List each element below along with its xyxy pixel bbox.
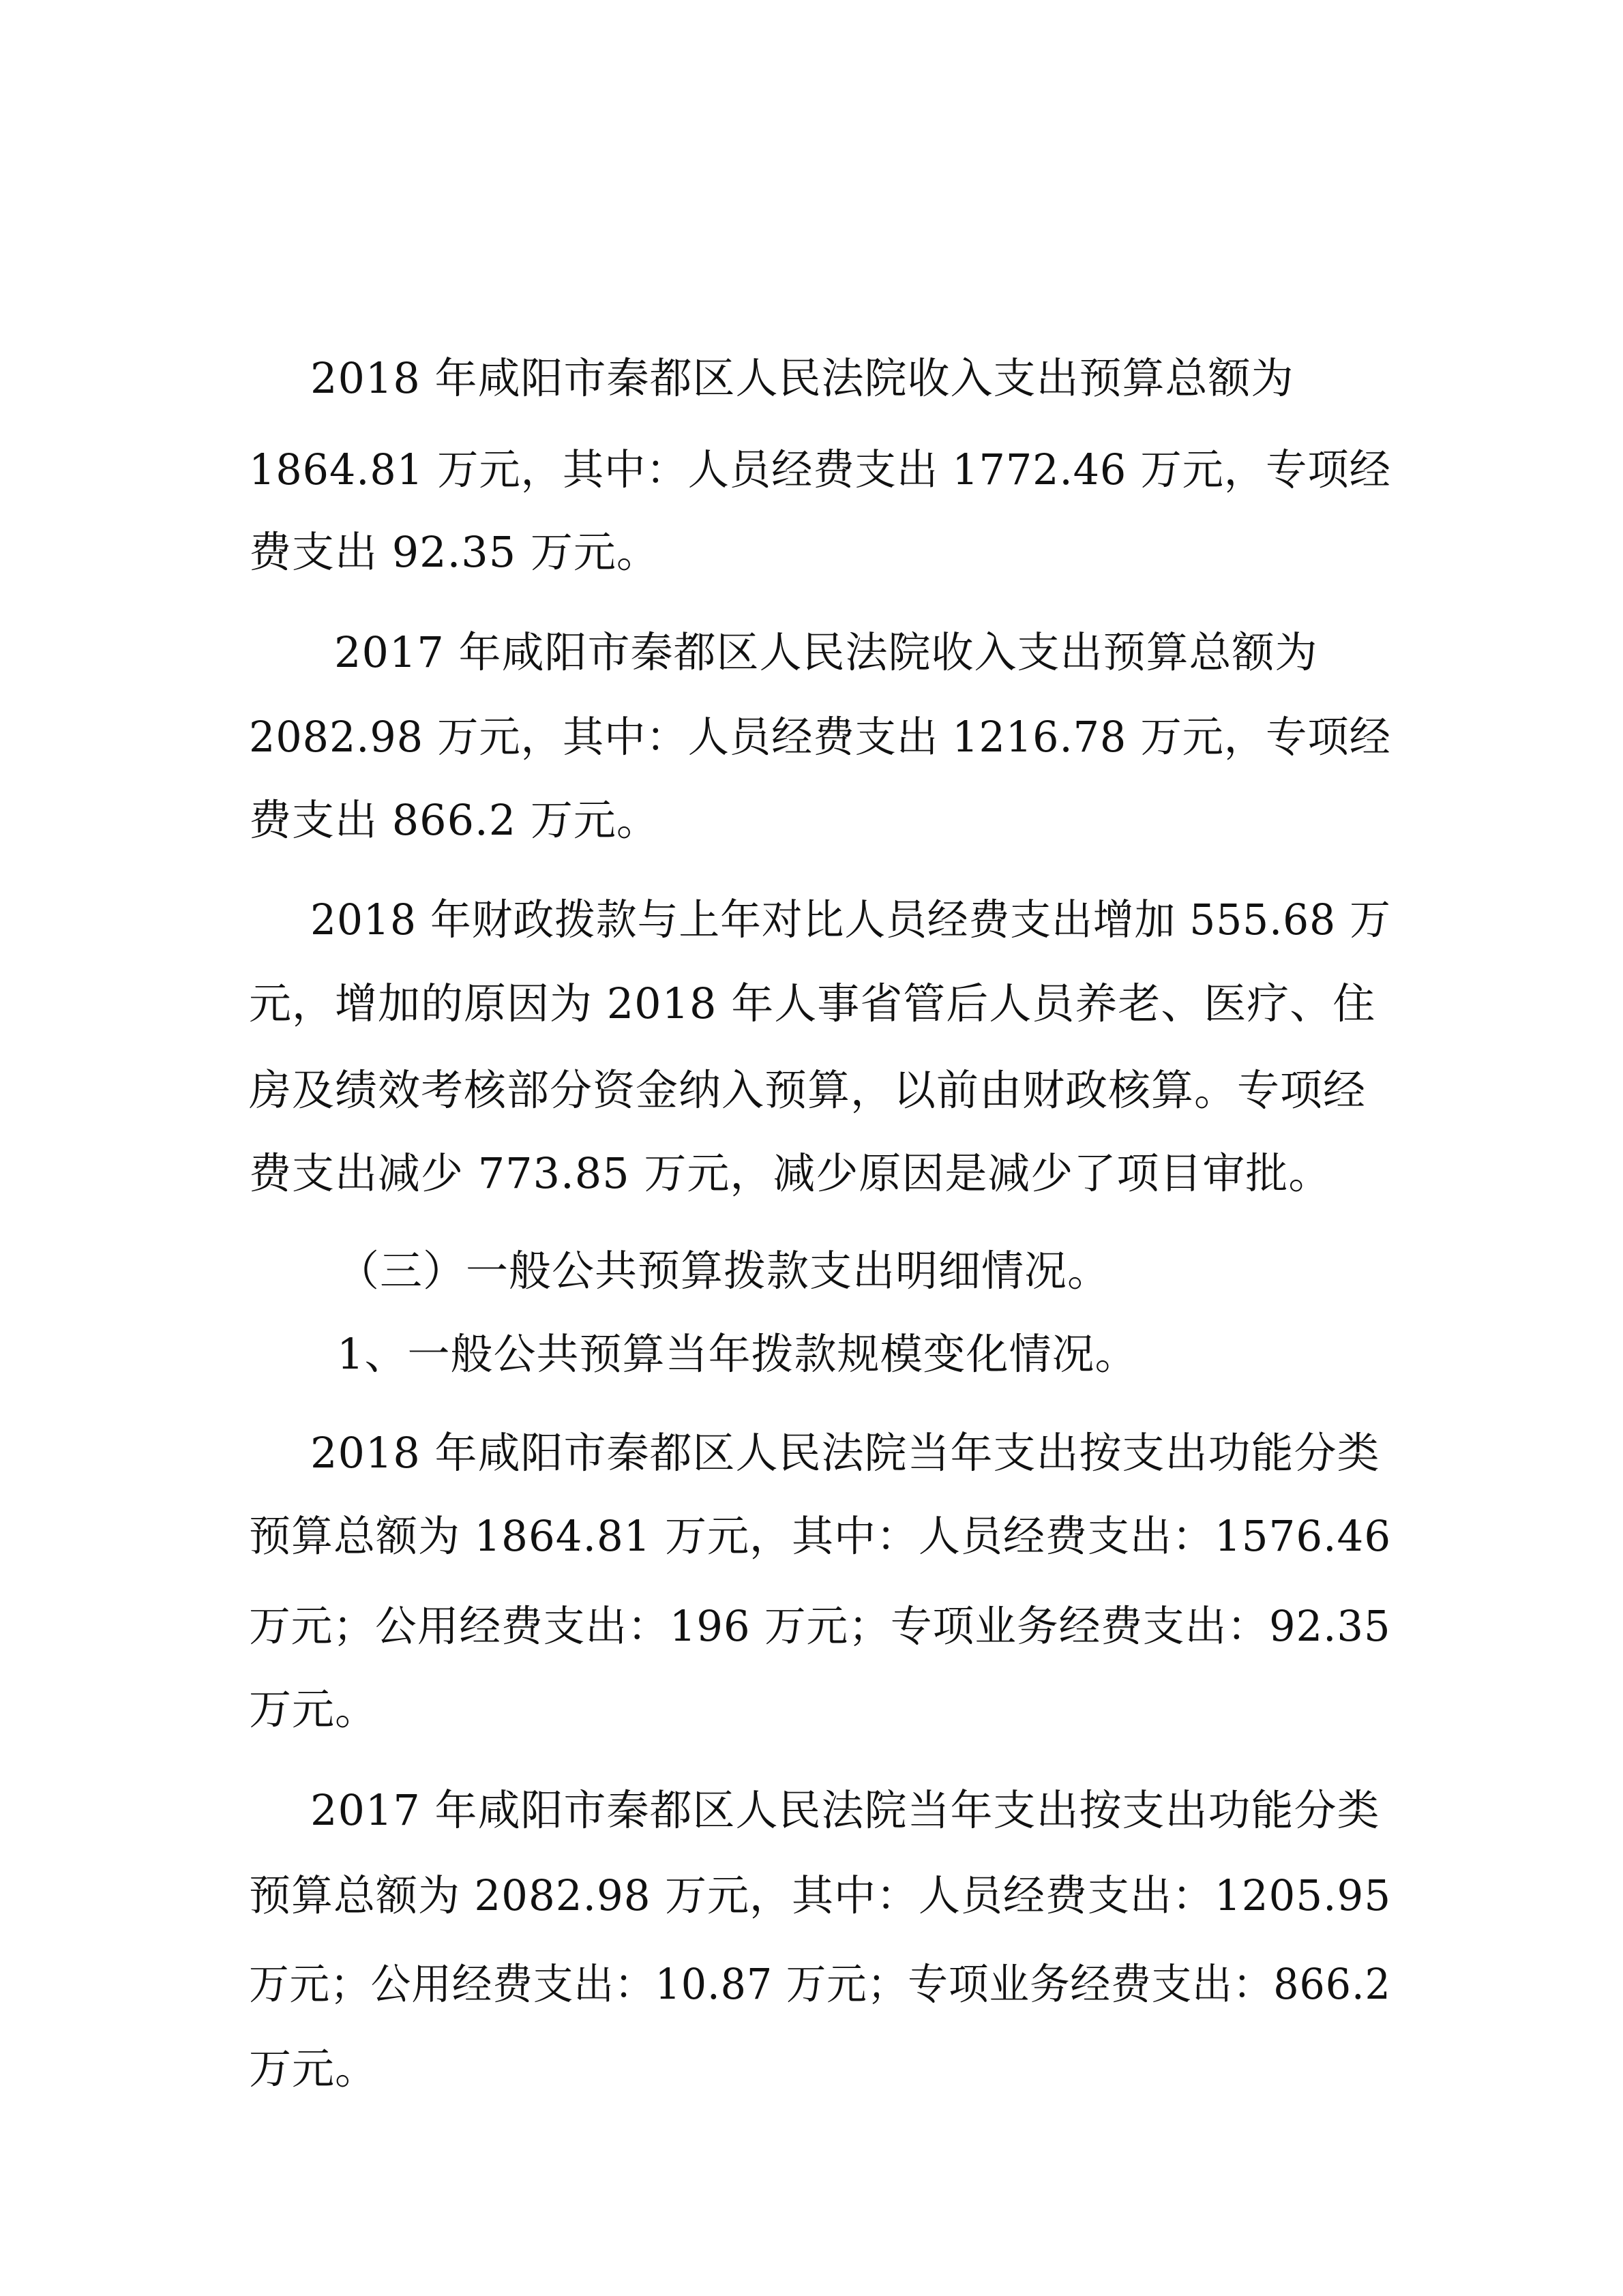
paragraph-1-line-2: 1864.81 万元，其中：人员经费支出 1772.46 万元，专项经 (249, 445, 1391, 494)
paragraph-4-line-1: 2018 年咸阳市秦都区人民法院当年支出按支出功能分类 (310, 1428, 1380, 1478)
paragraph-5-line-1: 2017 年咸阳市秦都区人民法院当年支出按支出功能分类 (310, 1785, 1380, 1835)
paragraph-3-line-4: 费支出减少 773.85 万元，减少原因是减少了项目审批。 (249, 1148, 1332, 1198)
paragraph-4-line-2: 预算总额为 1864.81 万元，其中：人员经费支出：1576.46 (249, 1511, 1392, 1561)
paragraph-5-line-3: 万元；公用经费支出：10.87 万元；专项业务经费支出：866.2 (249, 1959, 1391, 2009)
paragraph-1-line-1: 2018 年咸阳市秦都区人民法院收入支出预算总额为 (310, 353, 1294, 403)
section-heading: （三）一般公共预算拨款支出明细情况。 (337, 1246, 1111, 1296)
paragraph-5-line-4: 万元。 (249, 2044, 378, 2093)
paragraph-2-line-2: 2082.98 万元，其中：人员经费支出 1216.78 万元，专项经 (249, 712, 1391, 762)
paragraph-4-line-4: 万元。 (249, 1684, 378, 1734)
paragraph-2-line-1: 2017 年咸阳市秦都区人民法院收入支出预算总额为 (334, 627, 1318, 677)
paragraph-2-line-3: 费支出 866.2 万元。 (249, 795, 659, 845)
paragraph-3-line-1: 2018 年财政拨款与上年对比人员经费支出增加 555.68 万 (310, 895, 1391, 944)
paragraph-4-line-3: 万元；公用经费支出：196 万元；专项业务经费支出：92.35 (249, 1601, 1391, 1651)
paragraph-3-line-2: 元，增加的原因为 2018 年人事省管后人员养老、医疗、住 (249, 979, 1376, 1028)
paragraph-3-line-3: 房及绩效考核部分资金纳入预算，以前由财政核算。专项经 (249, 1065, 1367, 1115)
paragraph-1-line-3: 费支出 92.35 万元。 (249, 527, 659, 577)
subsection-heading: 1、一般公共预算当年拨款规模变化情况。 (337, 1329, 1138, 1379)
paragraph-5-line-2: 预算总额为 2082.98 万元，其中：人员经费支出：1205.95 (249, 1870, 1392, 1920)
